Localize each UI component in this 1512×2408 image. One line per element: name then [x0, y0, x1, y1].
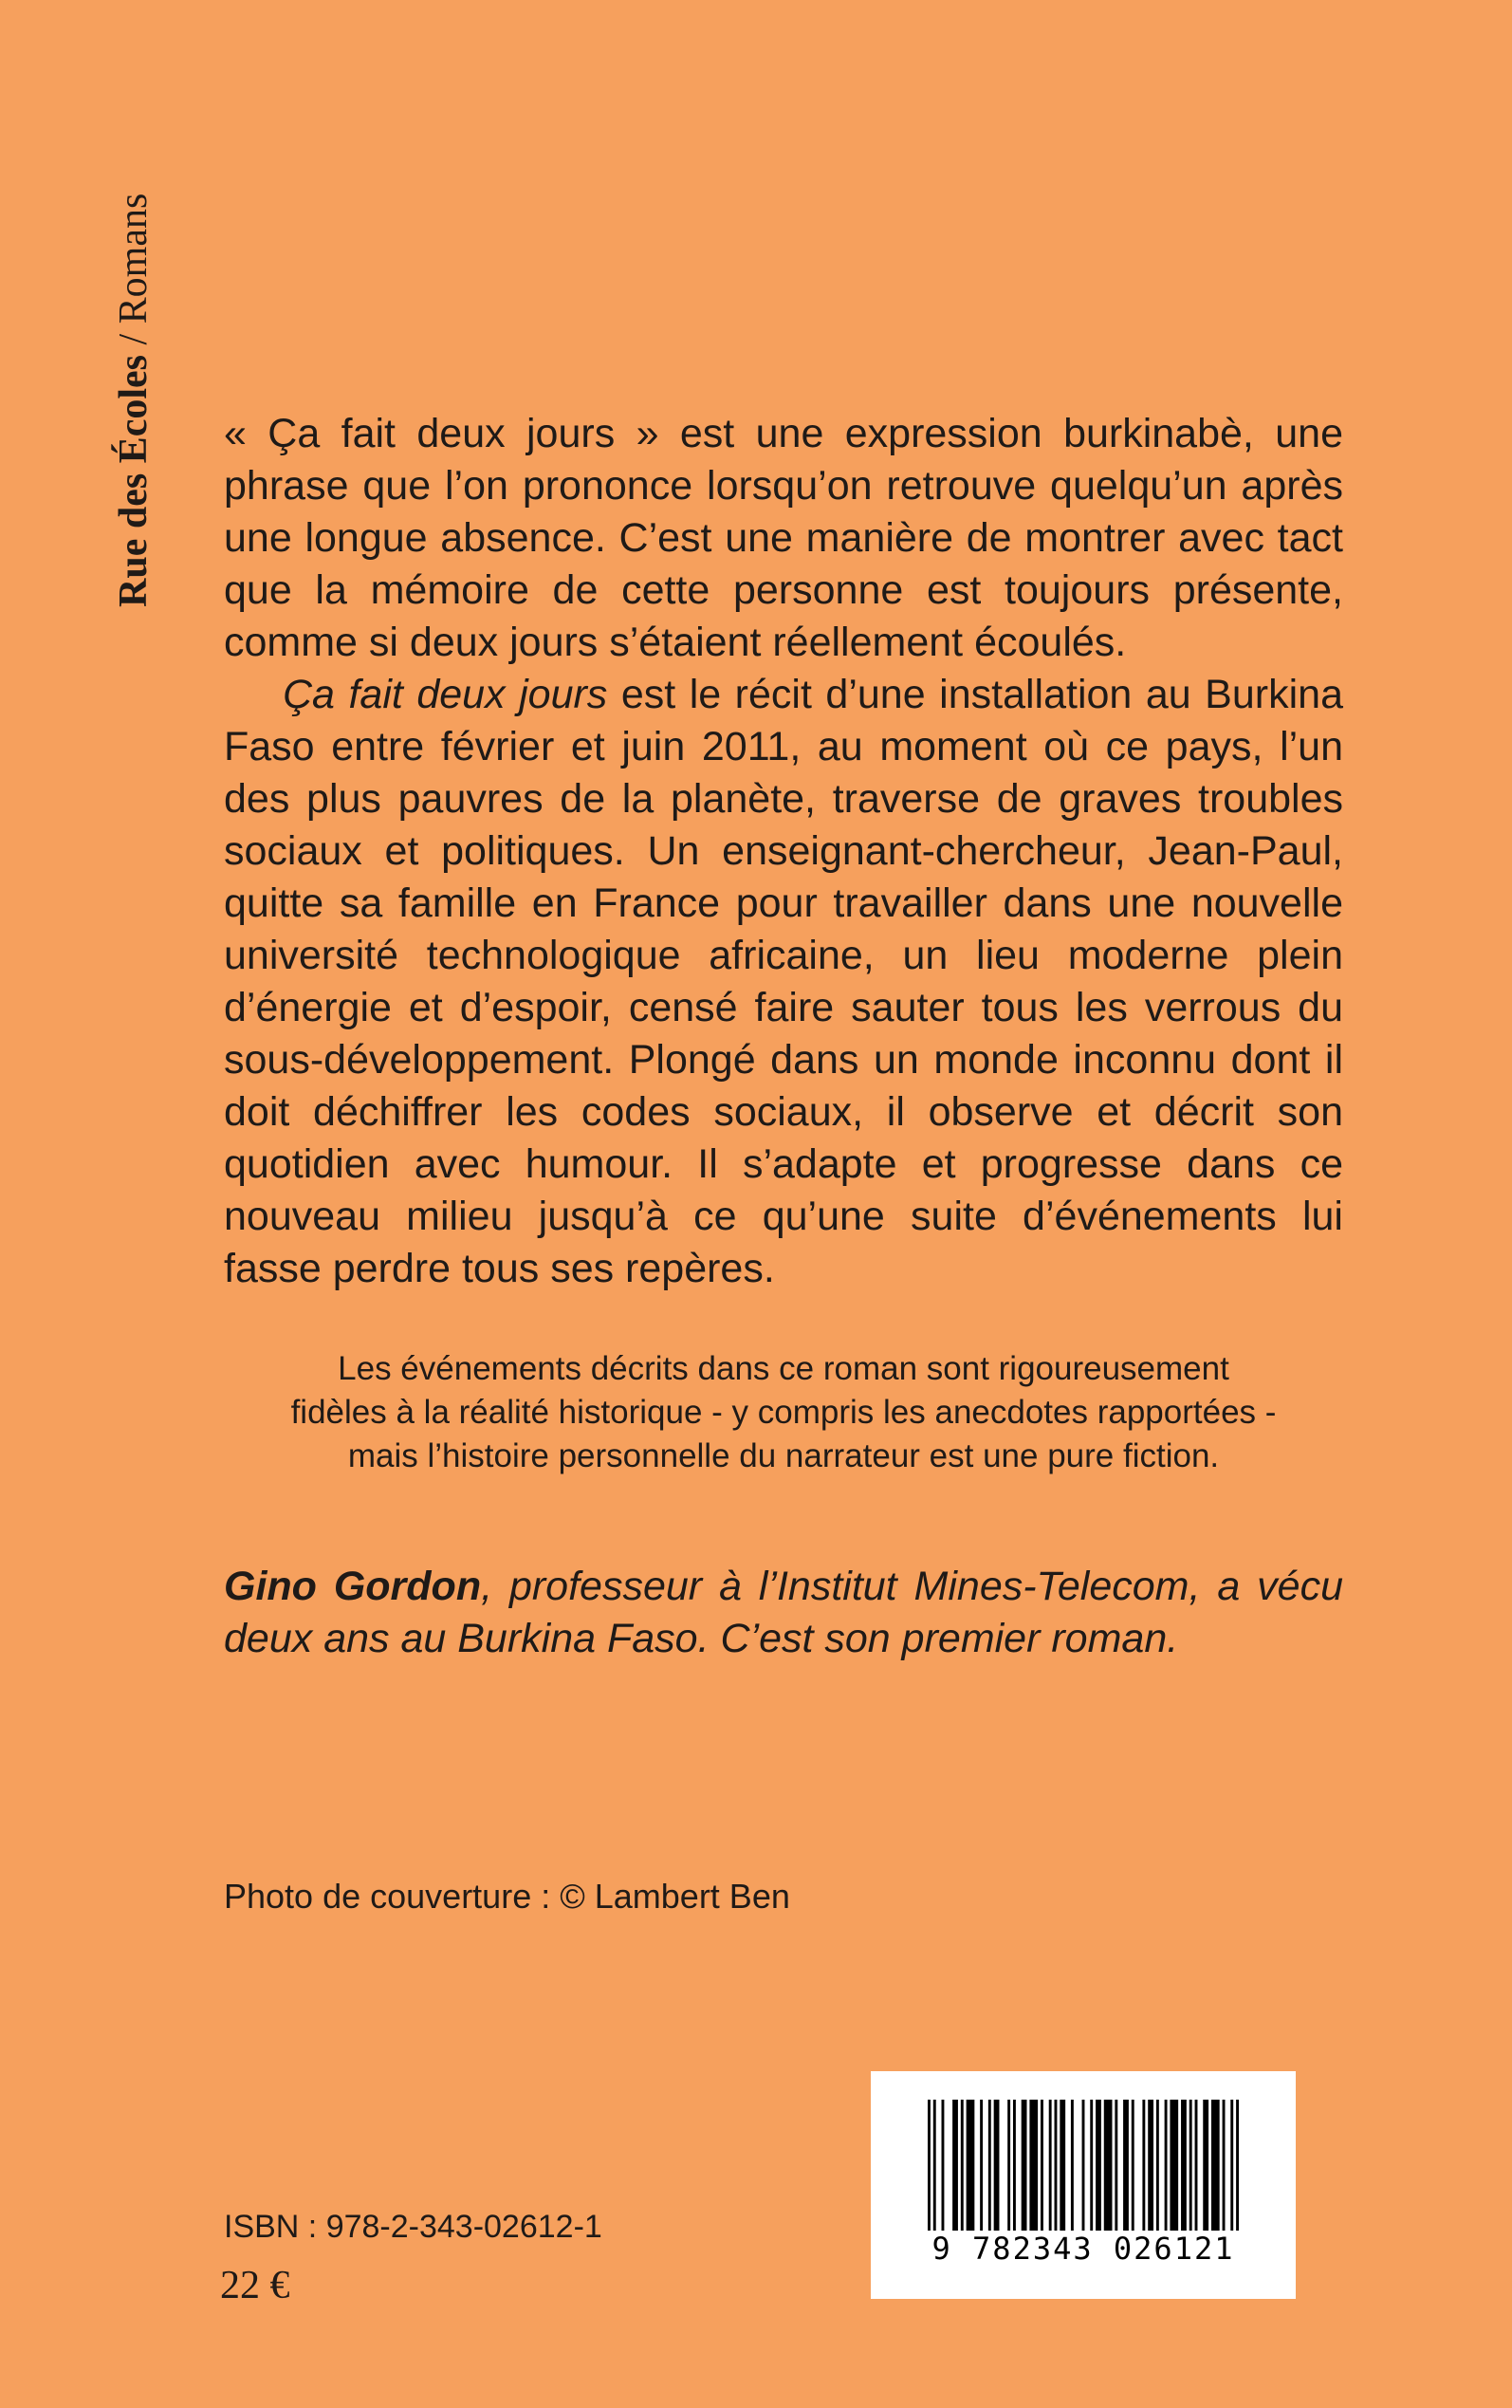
barcode-bar — [1055, 2100, 1058, 2231]
barcode-digits: 9 782343 026121 — [931, 2231, 1235, 2267]
barcode-bar — [980, 2100, 983, 2231]
blurb-paragraph-2-text: est le récit d’une installation au Burkina Faso entre février et juin 2011, au moment où ce pays, l’un des plus pauvres de la planète, traverse de graves troubles sociaux et politiques. Un enseignant-chercheur, Jean-Paul, quitte sa famille en France pour travailler dans une nouvelle université technologique africaine, un lieu moderne plein d’énergie et d’espoir, censé faire sauter tous les verrous du sous-développement. Plongé dans un monde inconnu dont il doit déchiffrer les codes sociaux, il observe et décrit son quotidien avec humour. Il s’adapte et progresse dans ce nouveau milieu jusqu’à ce qu’une suite d’événements lui fasse perdre tous ses repères. — [224, 672, 1343, 1291]
barcode-bar — [928, 2100, 931, 2231]
series-separator: / — [112, 333, 156, 345]
fiction-note-line-1: Les événements décrits dans ce roman sont rigoureusement — [338, 1350, 1229, 1387]
barcode-bar — [1148, 2100, 1153, 2231]
book-title-italic: Ça fait deux jours — [283, 672, 608, 717]
barcode-bar — [1115, 2100, 1117, 2231]
barcode-bar — [1211, 2100, 1220, 2231]
barcode-bar — [1060, 2100, 1065, 2231]
fiction-note — [224, 1347, 1343, 1478]
barcode-bar — [1165, 2100, 1168, 2231]
barcode-bar — [1090, 2100, 1093, 2231]
barcode-bar — [1170, 2100, 1178, 2231]
barcode-bar — [1007, 2100, 1010, 2231]
fiction-note-line-3: mais l’histoire personnelle du narrateur est une pure fiction. — [347, 1437, 1220, 1474]
barcode-bar — [1156, 2100, 1159, 2231]
barcode-bar — [988, 2100, 991, 2231]
barcode-bar — [1082, 2100, 1085, 2231]
blurb-paragraph-1: « Ça fait deux jours » est une expression burkinabè, une phrase que l’on prononce lorsqu’on retrouve quelqu’un après une longue absence. C’est une manière de montrer avec tact que la mémoire de cette personne est toujours présente, comme si deux jours s’étaient réellement écoulés. — [224, 411, 1343, 665]
barcode-bar — [942, 2100, 945, 2231]
series-name: Rue des Écoles — [112, 355, 156, 607]
barcode-bar — [1181, 2100, 1187, 2231]
barcode-bar — [961, 2100, 964, 2231]
barcode-bar — [933, 2100, 936, 2231]
price: 22 € — [220, 2264, 290, 2307]
barcode-bar — [1123, 2100, 1129, 2231]
fiction-note-line-2: fidèles à la réalité historique - y compris les anecdotes rapportées - — [290, 1394, 1277, 1431]
author-name: Gino Gordon — [224, 1564, 482, 1609]
author-bio — [224, 1561, 1343, 1665]
barcode-bar — [1041, 2100, 1043, 2231]
blurb-paragraph-2 — [224, 669, 1343, 1295]
barcode-bar — [1013, 2100, 1016, 2231]
barcode-bar — [1189, 2100, 1192, 2231]
barcode-bar — [1203, 2100, 1208, 2231]
book-blurb — [224, 408, 1343, 1295]
barcode-bar — [1230, 2100, 1233, 2231]
barcode-bar — [1022, 2100, 1027, 2231]
barcode-bar — [994, 2100, 1000, 2231]
barcode-bar — [1142, 2100, 1145, 2231]
barcode-bar — [952, 2100, 958, 2231]
barcode-bars — [928, 2100, 1239, 2231]
photo-credit: Photo de couverture : © Lambert Ben — [224, 1877, 790, 1916]
barcode — [871, 2071, 1296, 2299]
barcode-bar — [1223, 2100, 1226, 2231]
series-genre: Romans — [112, 193, 156, 324]
barcode-bar — [1029, 2100, 1038, 2231]
spine-series-label — [114, 194, 154, 607]
barcode-bar — [1132, 2100, 1134, 2231]
barcode-bar — [1049, 2100, 1052, 2231]
barcode-bar — [1236, 2100, 1239, 2231]
barcode-bar — [1096, 2100, 1101, 2231]
barcode-bar — [1104, 2100, 1113, 2231]
author-bio-text: , professeur à l’Institut Mines-Telecom, a vécu deux ans au Burkina Faso. C’est son premier roman. — [224, 1564, 1344, 1661]
isbn: ISBN : 978-2-343-02612-1 — [224, 2209, 602, 2245]
barcode-bar — [1195, 2100, 1198, 2231]
barcode-bar — [1071, 2100, 1074, 2231]
barcode-bar — [967, 2100, 975, 2231]
